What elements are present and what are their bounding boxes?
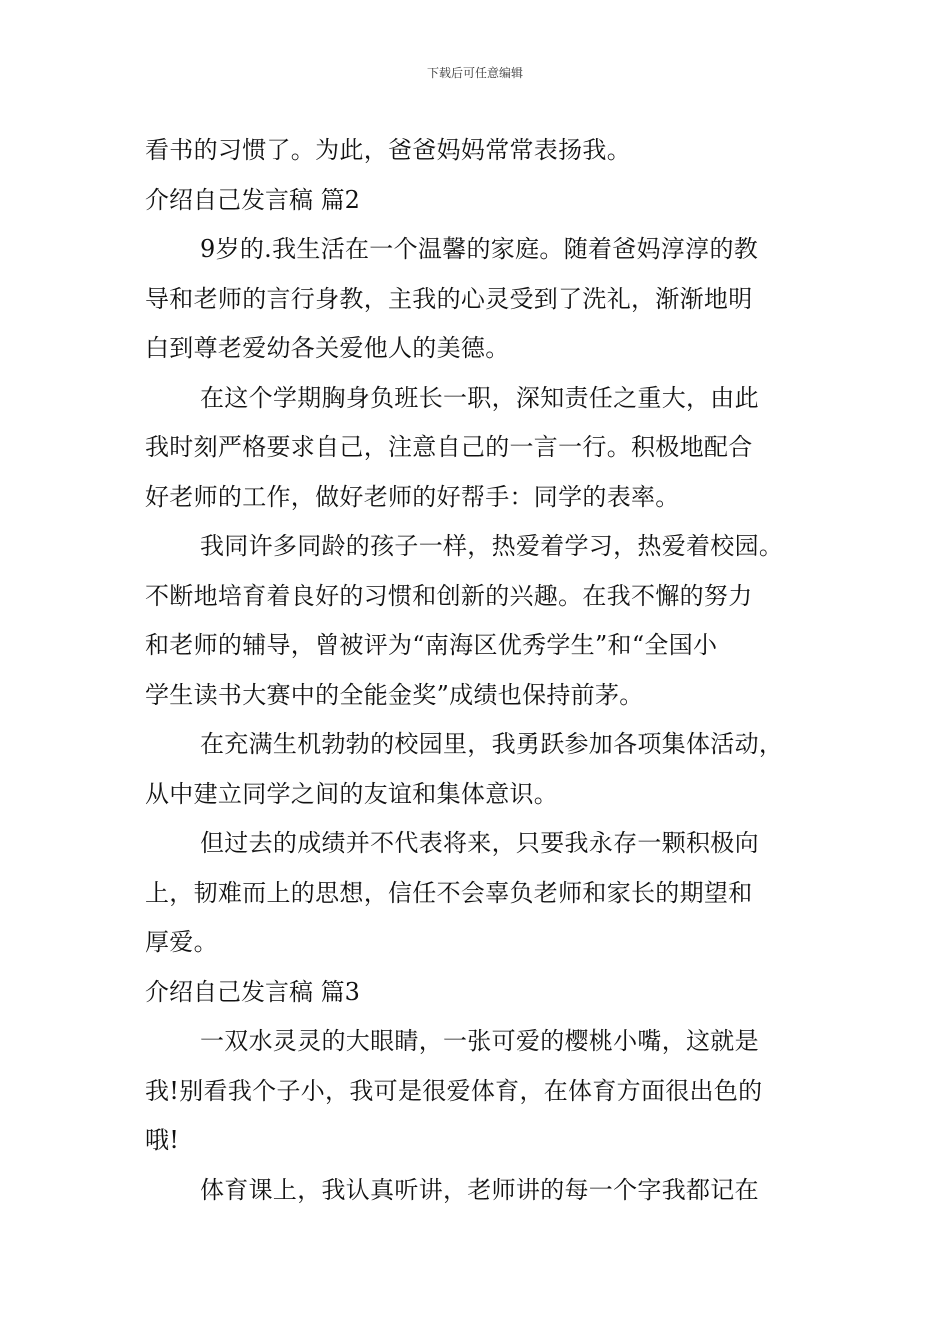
text-line: 学生读书大赛中的全能金奖”成绩也保持前茅。	[145, 680, 644, 709]
text-line: 我!别看我个子小，我可是很爱体育，在体育方面很出色的	[145, 1076, 763, 1105]
text-line: 但过去的成绩并不代表将来，只要我永存一颗积极向	[200, 829, 759, 857]
text-line: 在充满生机勃勃的校园里，我勇跃参加各项集体活动，	[200, 730, 784, 758]
text-line: 上，韧难而上的思想，信任不会辜负老师和家长的期望和	[145, 878, 753, 907]
text-line: 从中建立同学之间的友谊和集体意识。	[145, 779, 559, 808]
text-line: 厚爱。	[145, 928, 218, 956]
section-heading: 介绍自己发言稿 篇3	[145, 977, 360, 1006]
text-line: 9岁的.我生活在一个温馨的家庭。随着爸妈淳淳的教	[200, 235, 759, 263]
section-heading: 介绍自己发言稿 篇2	[145, 185, 360, 214]
text-line: 看书的习惯了。为此，爸爸妈妈常常表扬我。	[145, 136, 631, 164]
text-line: 导和老师的言行身教，主我的心灵受到了洗礼，渐渐地明	[145, 284, 753, 313]
text-line: 我时刻严格要求自己，注意自己的一言一行。积极地配合	[145, 433, 753, 461]
text-line: 体育课上，我认真听讲，老师讲的每一个字我都记在	[200, 1175, 759, 1204]
document-body	[145, 126, 810, 1215]
page-header: 下载后可任意编辑	[426, 66, 523, 80]
text-line: 我同许多同龄的孩子一样，热爱着学习，热爱着校园。	[200, 532, 784, 560]
text-line: 在这个学期胸身负班长一职，深知责任之重大，由此	[200, 383, 759, 412]
text-line: 好老师的工作，做好老师的好帮手：同学的表率。	[145, 482, 680, 511]
text-line: 白到尊老爱幼各关爱他人的美德。	[145, 334, 510, 362]
text-line: 哦!	[145, 1126, 180, 1154]
text-line: 一双水灵灵的大眼睛，一张可爱的樱桃小嘴，这就是	[200, 1027, 759, 1055]
text-line: 不断地培育着良好的习惯和创新的兴趣。在我不懈的努力	[145, 581, 753, 610]
text-line: 和老师的辅导，曾被评为“南海区优秀学生”和“全国小	[145, 631, 718, 659]
